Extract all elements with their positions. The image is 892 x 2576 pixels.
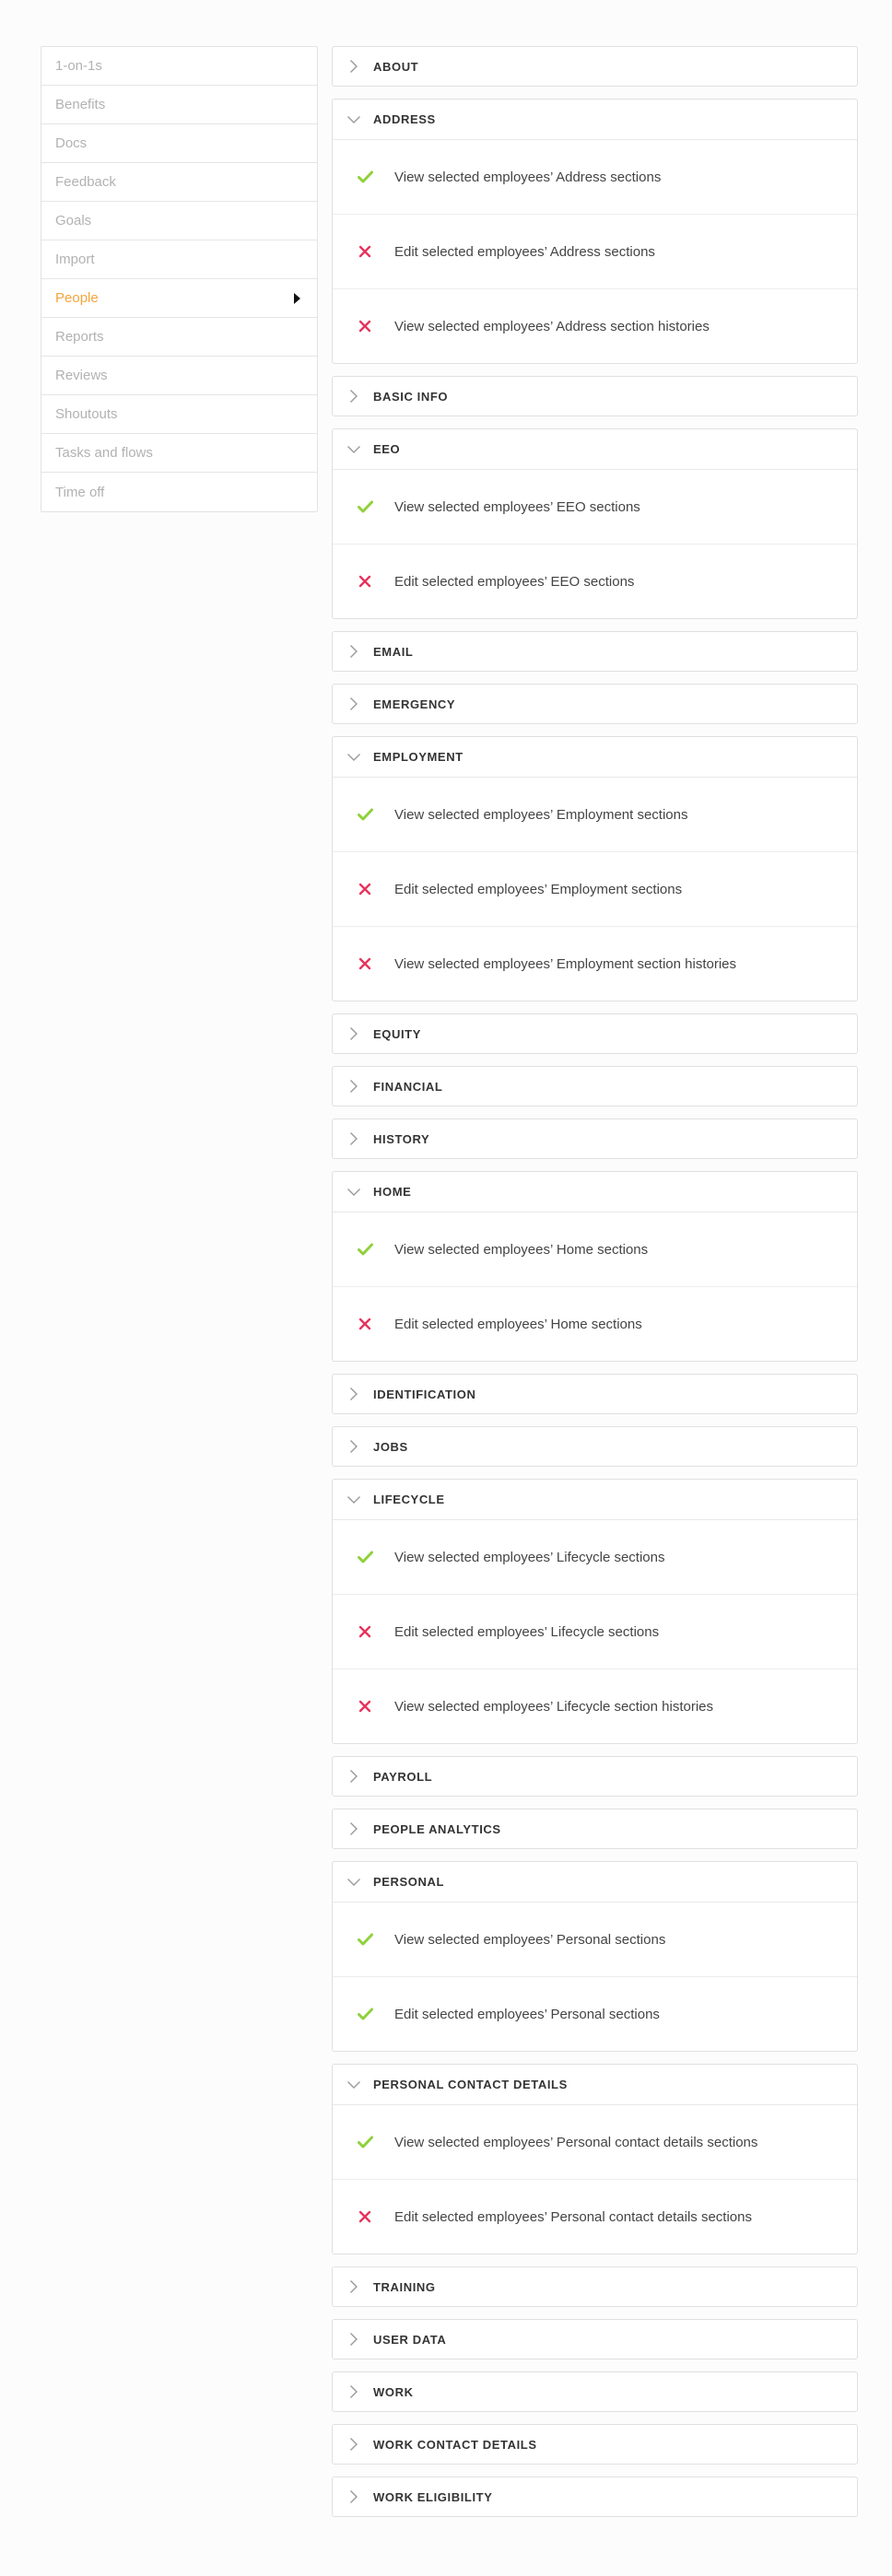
section-title: EMERGENCY: [373, 697, 456, 711]
section-toggle[interactable]: [333, 632, 857, 671]
permission-row: [333, 470, 857, 544]
section-title: JOBS: [373, 1439, 408, 1454]
section-personal-contact-details: [332, 2064, 858, 2254]
section-title: USER DATA: [373, 2332, 447, 2347]
chevron-right-icon: [346, 1821, 362, 1837]
chevron-right-icon: [346, 1025, 362, 1042]
section-employment: [332, 736, 858, 1001]
section-toggle[interactable]: [333, 100, 857, 140]
section-emergency: [332, 684, 858, 724]
permission-label: Edit selected employees’ Address sections: [394, 243, 655, 260]
permission-label: Edit selected employees’ Personal sections: [394, 2006, 660, 2022]
sidebar-item-label: Feedback: [55, 174, 116, 190]
section-toggle[interactable]: [333, 2477, 857, 2516]
permission-label: View selected employees’ Personal contact details sections: [394, 2134, 758, 2150]
section-title: PAYROLL: [373, 1769, 433, 1784]
section-payroll: [332, 1756, 858, 1797]
section-address: [332, 99, 858, 364]
section-toggle[interactable]: [333, 1427, 857, 1466]
chevron-right-icon: [346, 1386, 362, 1402]
section-toggle[interactable]: [333, 1480, 857, 1520]
section-email: [332, 631, 858, 672]
section-toggle[interactable]: [333, 1375, 857, 1413]
cross-icon: [357, 955, 373, 972]
permission-label: View selected employees’ Personal sections: [394, 1931, 666, 1948]
section-work: [332, 2371, 858, 2412]
permission-label: Edit selected employees’ EEO sections: [394, 573, 635, 590]
chevron-down-icon: [346, 1184, 362, 1200]
chevron-right-icon: [346, 2278, 362, 2295]
permission-row: [333, 1287, 857, 1361]
sidebar-item-label: Benefits: [55, 97, 106, 112]
section-toggle[interactable]: [333, 429, 857, 470]
section-toggle[interactable]: [333, 1119, 857, 1158]
permission-row: [333, 1977, 857, 2051]
permission-row: [333, 1903, 857, 1977]
section-toggle[interactable]: [333, 47, 857, 86]
sidebar-item-label: People: [55, 290, 99, 306]
section-toggle[interactable]: [333, 1014, 857, 1053]
chevron-right-icon: [346, 696, 362, 712]
permission-row: [333, 1212, 857, 1287]
permission-row: [333, 778, 857, 852]
section-title: PERSONAL: [373, 1875, 445, 1889]
section-title: EQUITY: [373, 1026, 421, 1041]
section-toggle[interactable]: [333, 2372, 857, 2411]
check-icon: [357, 2134, 373, 2150]
section-toggle[interactable]: [333, 377, 857, 416]
check-icon: [357, 169, 373, 185]
section-title: WORK CONTACT DETAILS: [373, 2437, 537, 2452]
section-title: BASIC INFO: [373, 389, 449, 404]
cross-icon: [357, 318, 373, 334]
section-toggle[interactable]: [333, 1809, 857, 1848]
permission-row: [333, 852, 857, 927]
permission-label: View selected employees’ Address sections: [394, 169, 662, 185]
section-eeo: [332, 428, 858, 619]
chevron-down-icon: [346, 2077, 362, 2093]
sidebar-item-benefits[interactable]: [41, 86, 317, 124]
section-history: [332, 1118, 858, 1159]
cross-icon: [357, 881, 373, 897]
sidebar-item-1-on-1s[interactable]: [41, 47, 317, 86]
check-icon: [357, 1241, 373, 1258]
sidebar-item-label: Reports: [55, 329, 104, 345]
section-toggle[interactable]: [333, 1757, 857, 1796]
section-people-analytics: [332, 1809, 858, 1849]
chevron-right-icon: [346, 1130, 362, 1147]
permission-row: [333, 544, 857, 618]
section-basic-info: [332, 376, 858, 416]
active-arrow-icon: [294, 293, 300, 304]
section-jobs: [332, 1426, 858, 1467]
permission-label: View selected employees’ Address section histories: [394, 318, 710, 334]
permission-label: Edit selected employees’ Home sections: [394, 1316, 642, 1332]
permission-row: [333, 2180, 857, 2254]
permission-row: [333, 1520, 857, 1595]
section-user-data: [332, 2319, 858, 2359]
section-title: EMPLOYMENT: [373, 750, 464, 764]
chevron-down-icon: [346, 1874, 362, 1891]
section-toggle[interactable]: [333, 2267, 857, 2306]
cross-icon: [357, 1316, 373, 1332]
permission-row: [333, 1669, 857, 1743]
section-title: IDENTIFICATION: [373, 1387, 476, 1401]
cross-icon: [357, 243, 373, 260]
permission-label: Edit selected employees’ Personal contact details sections: [394, 2208, 752, 2225]
check-icon: [357, 1549, 373, 1565]
chevron-right-icon: [346, 388, 362, 404]
chevron-right-icon: [346, 1438, 362, 1455]
permission-label: View selected employees’ Lifecycle sections: [394, 1549, 665, 1565]
section-toggle[interactable]: [333, 1067, 857, 1106]
sidebar-item-shoutouts[interactable]: [41, 395, 317, 434]
cross-icon: [357, 1623, 373, 1640]
cross-icon: [357, 1698, 373, 1715]
section-about: [332, 46, 858, 87]
section-toggle[interactable]: [333, 737, 857, 778]
sidebar-item-label: 1-on-1s: [55, 58, 102, 74]
section-title: WORK ELIGIBILITY: [373, 2489, 493, 2504]
chevron-right-icon: [346, 2331, 362, 2348]
section-title: LIFECYCLE: [373, 1493, 445, 1506]
sidebar-item-docs[interactable]: [41, 124, 317, 163]
chevron-right-icon: [346, 2383, 362, 2400]
section-title: FINANCIAL: [373, 1079, 443, 1094]
section-training: [332, 2266, 858, 2307]
sidebar-item-people[interactable]: [41, 279, 317, 318]
permission-label: Edit selected employees’ Lifecycle sections: [394, 1623, 660, 1640]
section-title: PERSONAL CONTACT DETAILS: [373, 2078, 568, 2091]
permission-label: View selected employees’ EEO sections: [394, 498, 640, 515]
section-lifecycle: [332, 1479, 858, 1744]
chevron-right-icon: [346, 1768, 362, 1785]
sidebar-item-feedback[interactable]: [41, 163, 317, 202]
permission-row: [333, 1595, 857, 1669]
section-title: ADDRESS: [373, 112, 436, 126]
sidebar-item-label: Reviews: [55, 368, 108, 383]
permission-label: View selected employees’ Lifecycle section histories: [394, 1698, 714, 1715]
permission-row: [333, 289, 857, 363]
chevron-right-icon: [346, 1078, 362, 1095]
chevron-down-icon: [346, 441, 362, 458]
section-title: ABOUT: [373, 59, 419, 74]
section-toggle[interactable]: [333, 2065, 857, 2105]
sidebar-item-time-off[interactable]: [41, 473, 317, 511]
section-work-contact-details: [332, 2424, 858, 2465]
check-icon: [357, 498, 373, 515]
section-equity: [332, 1013, 858, 1054]
section-title: HOME: [373, 1185, 412, 1199]
sidebar-item-label: Docs: [55, 135, 88, 151]
check-icon: [357, 806, 373, 823]
sidebar-item-label: Import: [55, 252, 95, 267]
section-title: EMAIL: [373, 644, 414, 659]
section-title: PEOPLE ANALYTICS: [373, 1821, 501, 1836]
check-icon: [357, 2006, 373, 2022]
check-icon: [357, 1931, 373, 1948]
permission-label: View selected employees’ Employment sections: [394, 806, 688, 823]
permission-label: View selected employees’ Employment section histories: [394, 955, 737, 972]
cross-icon: [357, 2208, 373, 2225]
sidebar-item-import[interactable]: [41, 240, 317, 279]
chevron-right-icon: [346, 2488, 362, 2505]
section-title: EEO: [373, 442, 401, 456]
sidebar-item-label: Time off: [55, 484, 105, 500]
permission-label: Edit selected employees’ Employment sections: [394, 881, 683, 897]
section-toggle[interactable]: [333, 1862, 857, 1903]
sidebar-item-label: Goals: [55, 213, 92, 228]
section-work-eligibility: [332, 2476, 858, 2517]
permission-row: [333, 2105, 857, 2180]
cross-icon: [357, 573, 373, 590]
section-title: HISTORY: [373, 1131, 430, 1146]
section-personal: [332, 1861, 858, 2052]
chevron-down-icon: [346, 111, 362, 128]
section-toggle[interactable]: [333, 2425, 857, 2464]
permission-row: [333, 215, 857, 289]
sidebar-item-label: Shoutouts: [55, 406, 118, 422]
sidebar-item-reviews[interactable]: [41, 357, 317, 395]
section-identification: [332, 1374, 858, 1414]
permission-sections: [332, 46, 858, 2529]
sidebar-item-goals[interactable]: [41, 202, 317, 240]
chevron-right-icon: [346, 2436, 362, 2453]
settings-sidebar: [41, 46, 318, 512]
section-toggle[interactable]: [333, 2320, 857, 2359]
section-toggle[interactable]: [333, 1172, 857, 1212]
section-title: TRAINING: [373, 2279, 436, 2294]
section-financial: [332, 1066, 858, 1107]
permission-row: [333, 140, 857, 215]
chevron-down-icon: [346, 749, 362, 766]
chevron-down-icon: [346, 1492, 362, 1508]
chevron-right-icon: [346, 643, 362, 660]
section-title: WORK: [373, 2384, 414, 2399]
section-toggle[interactable]: [333, 685, 857, 723]
sidebar-item-label: Tasks and flows: [55, 445, 153, 461]
section-home: [332, 1171, 858, 1362]
permission-row: [333, 927, 857, 1001]
chevron-right-icon: [346, 58, 362, 75]
sidebar-item-tasks-and-flows[interactable]: [41, 434, 317, 473]
sidebar-item-reports[interactable]: [41, 318, 317, 357]
permission-label: View selected employees’ Home sections: [394, 1241, 649, 1258]
